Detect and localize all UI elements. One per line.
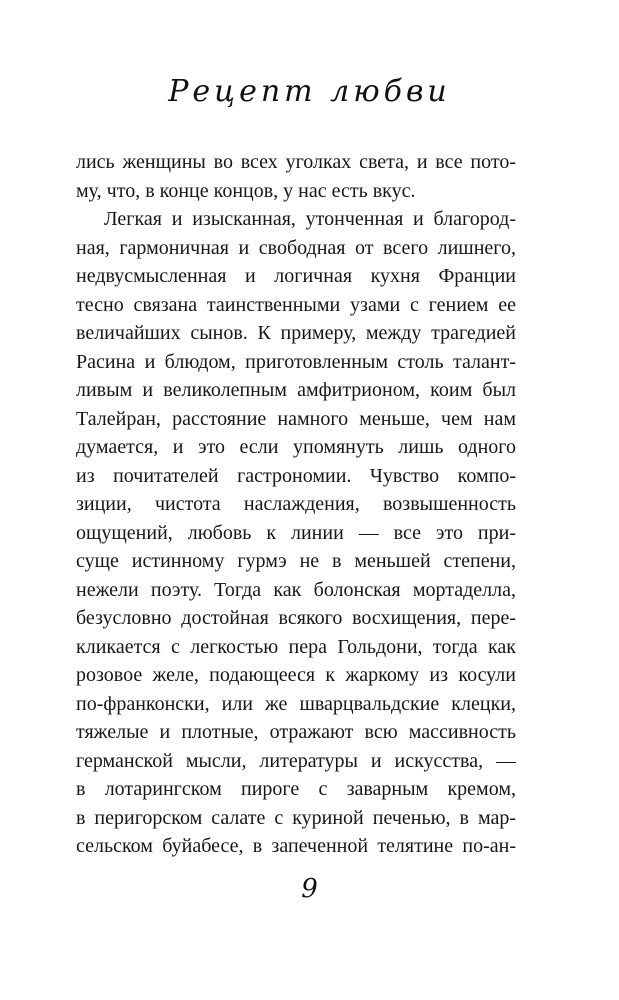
text-line: нежели поэту. Тогда как болонская мортаделла,: [76, 578, 516, 601]
text-line: Расина и блюдом, приготовленным столь талант-: [76, 350, 516, 373]
text-line: ливым и великолепным амфитрионом, коим был: [76, 379, 516, 401]
paragraph: [76, 148, 516, 205]
text-line: кликается с легкостью пера Гольдони, тогда как: [76, 635, 516, 658]
text-line: ная, гармоничная и свободная от всего лишнего,: [76, 236, 516, 259]
text-line: суще истинному гурмэ не в меньшей степени,: [76, 550, 516, 572]
text-line: в лотарингском пироге с заварным кремом,: [76, 778, 516, 800]
paragraph: [76, 205, 516, 861]
text-line: тесно связана таинственными узами с гением ее: [76, 293, 516, 316]
page-number: 9: [301, 874, 318, 904]
text-line: думается, и это если упомянуть лишь одного: [76, 436, 516, 458]
text-line: розовое желе, подающееся к жаркому из косули: [76, 664, 516, 686]
text-line: в перигорском салате с куриной печенью, в мар-: [76, 806, 516, 829]
text-line: безусловно достойная всякого восхищения, пере-: [76, 607, 516, 629]
text-line: лись женщины во всех уголках света, и все пото-: [76, 151, 516, 173]
text-line: Легкая и изысканная, утонченная и благород-: [104, 208, 516, 230]
text-line: сельском буйабесе, в запеченной телятине по-ан-: [76, 835, 516, 857]
text-line: му, что, в конце концов, у нас есть вкус.: [76, 179, 416, 202]
text-line: из почитателей гастрономии. Чувство компо-: [76, 464, 516, 487]
running-header: Рецепт любви: [168, 74, 451, 109]
text-line: германской мысли, литературы и искусства, —: [76, 749, 516, 772]
body-text: [76, 148, 516, 861]
text-line: величайших сынов. К примеру, между трагедией: [76, 322, 516, 344]
text-line: по-франконски, или же шварцвальдские клецки,: [76, 692, 516, 715]
text-line: ощущений, любовь к линии — все это при-: [76, 521, 516, 544]
text-line: зиции, чистота наслаждения, возвышенность: [76, 493, 516, 515]
text-line: Талейран, расстояние намного меньше, чем нам: [76, 407, 516, 430]
text-line: недвусмысленная и логичная кухня Франции: [76, 265, 516, 287]
text-line: тяжелые и плотные, отражают всю массивность: [76, 721, 516, 743]
